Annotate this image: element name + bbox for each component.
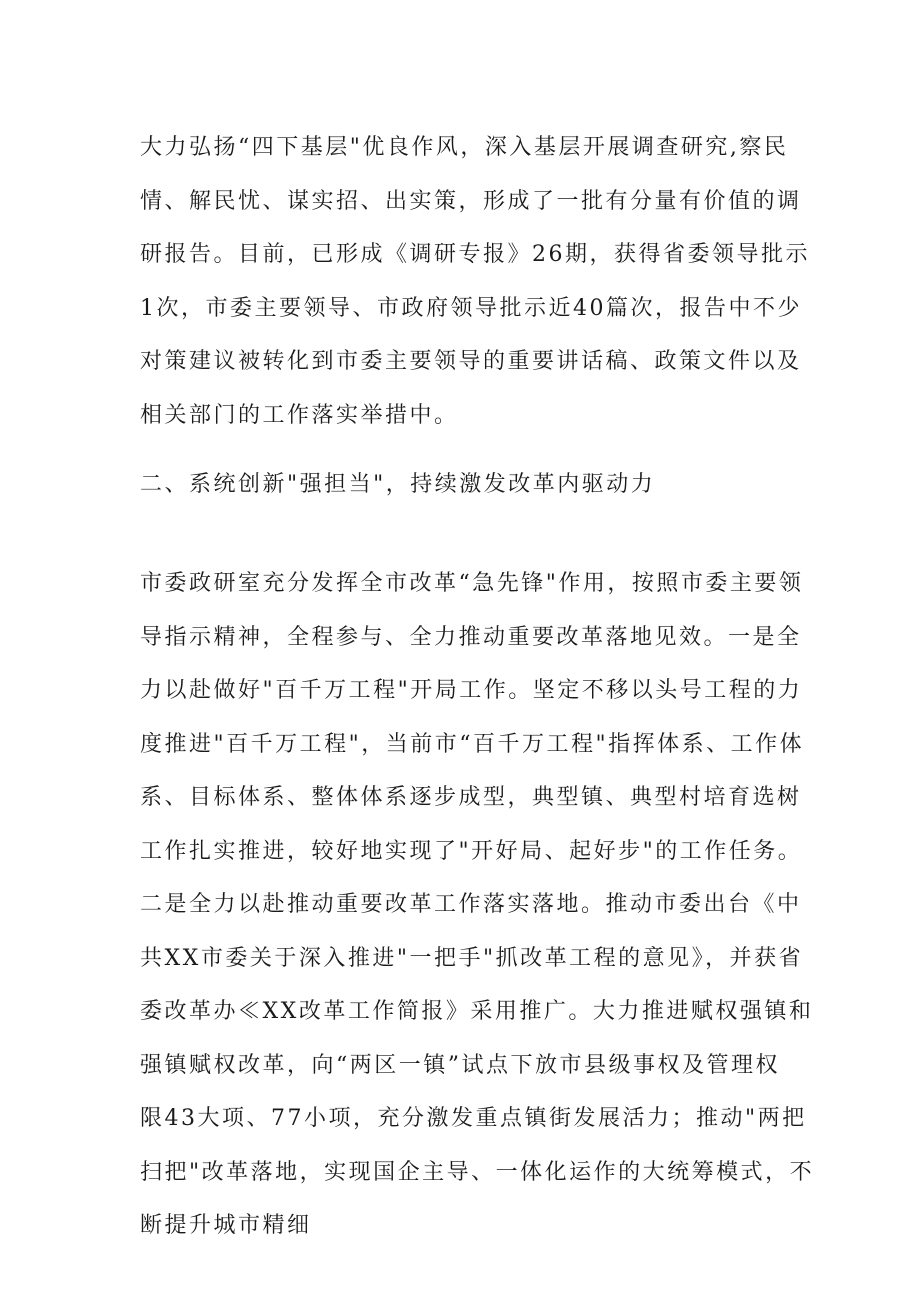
paragraph-line: 力以赴做好"百千万工程"开局工作。坚定不移以头号工程的力 (140, 678, 803, 703)
paragraph-line: 相关部门的工作落实举措中。 (140, 402, 459, 428)
paragraph-line: 导指示精神，全程参与、全力推动重要改革落地见效。一是全 (140, 624, 802, 650)
section-heading-text: 二、系统创新"强担当"，持续激发改革内驱动力 (140, 472, 656, 497)
paragraph-line: 对策建议被转化到市委主要领导的重要讲话稿、政策文件以及 (140, 349, 802, 374)
section-heading-reform (140, 458, 780, 512)
paragraph-line: 情、解民忧、谋实招、出实策，形成了一批有分量有价值的调 (140, 188, 802, 214)
paragraph-line: 大力弘扬“四下基层"优良作风，深入基层开展调查研究,察民 (140, 135, 789, 160)
paragraph-line: 共XX市委关于深入推进"一把手"抓改革工程的意见》，并获省 (140, 945, 804, 971)
paragraph-line: 1次，市委主要领导、市政府领导批示近40篇次，报告中不少 (140, 295, 802, 321)
paragraph-line: 断提升城市精细 (140, 1213, 312, 1238)
paragraph-research-reports (140, 121, 810, 442)
paragraph-line: 二是全力以赴推动重要改革工作落实落地。推动市委出台《中 (140, 892, 802, 917)
paragraph-line: 限43大项、77小项，充分激发重点镇街发展活力；推动"两把 (140, 1106, 807, 1131)
paragraph-line: 扫把"改革落地，实现国企主导、一体化运作的大统筹模式，不 (140, 1159, 815, 1185)
paragraph-reform-details (140, 557, 815, 1253)
paragraph-line: 委改革办≪XX改革工作简报》采用推广。大力推进赋权强镇和 (140, 999, 814, 1024)
paragraph-line: 工作扎实推进，较好地实现了"开好局、起好步"的工作任务。 (140, 838, 803, 864)
paragraph-line: 市委政研室充分发挥全市改革“急先锋"作用，按照市委主要领 (140, 571, 804, 596)
paragraph-line: 度推进"百千万工程"，当前市“百千万工程"指挥体系、工作体 (140, 731, 805, 757)
paragraph-line: 研报告。目前，已形成《调研专报》26期，获得省委领导批示 (140, 242, 810, 267)
paragraph-line: 强镇赋权改革，向“两区一镇”试点下放市县级事权及管理权 (140, 1052, 780, 1078)
paragraph-line: 系、目标体系、整体体系逐步成型，典型镇、典型村培育选树 (140, 785, 802, 810)
